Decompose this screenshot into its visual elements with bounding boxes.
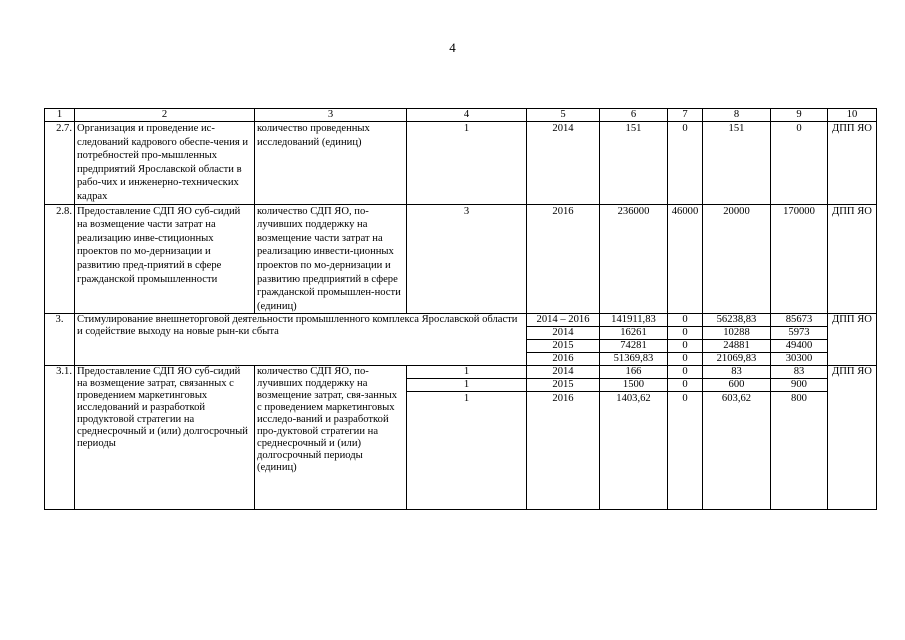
indicator-value: 1 [407,392,527,510]
indicator-value: 1 [407,122,527,205]
column-header: 1 [45,109,75,122]
activity-cell: Организация и проведение ис-следований кадрового обеспе-чения и потребностей про-мышленных предприятий Ярославской области в рабо-чих и инженерно-технических кадрах [75,122,255,205]
column-8-cell: 83 [703,366,771,379]
column-header: 9 [771,109,828,122]
total-cell: 151 [600,122,668,205]
indicator-value: 3 [407,204,527,314]
column-8-cell: 21069,83 [703,353,771,366]
column-7-cell: 0 [668,379,703,392]
header-row [45,109,877,122]
total-cell: 166 [600,366,668,379]
executor-cell: ДПП ЯО [828,122,877,205]
total-cell: 1403,62 [600,392,668,510]
table-row [45,204,877,314]
year-cell: 2016 [527,392,600,510]
column-7-cell: 0 [668,122,703,205]
column-9-cell: 5973 [771,327,828,340]
column-7-cell: 0 [668,340,703,353]
column-9-cell: 900 [771,379,828,392]
year-cell: 2016 [527,204,600,314]
column-8-cell: 56238,83 [703,314,771,327]
column-9-cell: 49400 [771,340,828,353]
row-number: 2.7. [45,122,75,205]
indicator-cell: количество проведенных исследований (единиц) [255,122,407,205]
total-cell: 236000 [600,204,668,314]
column-9-cell: 0 [771,122,828,205]
column-header: 2 [75,109,255,122]
executor-cell: ДПП ЯО [828,366,877,510]
total-cell: 16261 [600,327,668,340]
year-cell: 2016 [527,353,600,366]
activity-cell: Предоставление СДП ЯО суб-сидий на возмещение затрат, связанных с проведением маркетинговых исследований и разработкой продуктовой стратегии на среднесрочный и (или) долгосрочный периоды [75,366,255,510]
section-number: 3. [45,314,75,366]
page-number: 4 [449,40,456,55]
executor-cell: ДПП ЯО [828,204,877,314]
column-7-cell: 0 [668,392,703,510]
total-cell: 141911,83 [600,314,668,327]
year-cell: 2014 [527,327,600,340]
column-header: 6 [600,109,668,122]
year-cell: 2014 [527,366,600,379]
column-header: 8 [703,109,771,122]
section-title: Стимулирование внешнеторговой деятельности промышленного комплекса Ярославской области и содействие выходу на новые рын-ки сбыта [75,314,527,366]
column-9-cell: 30300 [771,353,828,366]
total-cell: 1500 [600,379,668,392]
column-8-cell: 600 [703,379,771,392]
executor-cell: ДПП ЯО [828,314,877,366]
indicator-cell: количество СДП ЯО, по-лучивших поддержку на возмещение затрат, свя-занных с проведением маркетинговых исследо-ваний и разработкой про-дуктовой стратегии на среднесрочный и (или) долгосрочный периоды (единиц) [255,366,407,510]
column-7-cell: 0 [668,366,703,379]
column-9-cell: 800 [771,392,828,510]
column-8-cell: 151 [703,122,771,205]
column-7-cell: 46000 [668,204,703,314]
table-row [45,122,877,205]
activity-cell: Предоставление СДП ЯО суб-сидий на возмещение части затрат на реализацию инве-стиционных проектов по мо-дернизации и развитию пред-приятий в сфере гражданской промышленности [75,204,255,314]
year-cell: 2014 – 2016 [527,314,600,327]
column-9-cell: 85673 [771,314,828,327]
column-9-cell: 83 [771,366,828,379]
column-header: 5 [527,109,600,122]
column-7-cell: 0 [668,314,703,327]
row-number: 3.1. [45,366,75,510]
row-number: 2.8. [45,204,75,314]
total-cell: 74281 [600,340,668,353]
column-7-cell: 0 [668,353,703,366]
section-row [45,314,877,327]
column-header: 7 [668,109,703,122]
column-7-cell: 0 [668,327,703,340]
indicator-cell: количество СДП ЯО, по-лучивших поддержку на возмещение части затрат на реализацию инвести-ционных проектов по мо-дернизации и развитию предприятий в сфере гражданской промышлен-ности (единиц) [255,204,407,314]
column-9-cell: 170000 [771,204,828,314]
total-cell: 51369,83 [600,353,668,366]
indicator-value: 1 [407,366,527,379]
year-cell: 2015 [527,340,600,353]
column-8-cell: 603,62 [703,392,771,510]
year-cell: 2014 [527,122,600,205]
column-8-cell: 10288 [703,327,771,340]
column-8-cell: 24881 [703,340,771,353]
year-cell: 2015 [527,379,600,392]
column-header: 10 [828,109,877,122]
column-8-cell: 20000 [703,204,771,314]
column-header: 4 [407,109,527,122]
indicator-value: 1 [407,379,527,392]
program-table [44,108,877,510]
column-header: 3 [255,109,407,122]
table-row [45,366,877,379]
